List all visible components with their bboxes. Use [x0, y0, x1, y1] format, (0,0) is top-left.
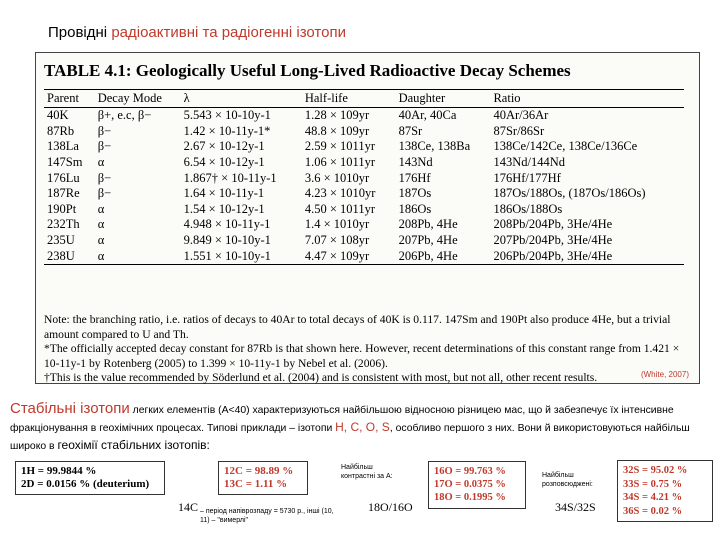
stable-isotopes-paragraph	[10, 400, 710, 455]
table-cell: 208Pb/204Pb, 3He/4He	[493, 217, 613, 232]
table-row	[44, 124, 684, 140]
contrast-label: Найбільш контрастні за А:	[341, 464, 393, 480]
table-cell: 187Re	[47, 186, 80, 201]
table-cell: β−	[97, 170, 112, 185]
table-note: Note: the branching ratio, i.e. ratios of decays to 40Ar to total decays of 40K is 0.117. 147Sm and 190Pt also produce 4He, but a trivial amount compared to U and Th.	[44, 313, 671, 341]
table-cell: 87Sr/86Sr	[493, 123, 545, 138]
table-cell: 190Pt	[47, 201, 77, 216]
table-cell: 9.849 × 10-10y-1	[183, 233, 271, 248]
table-cell: 48.8 × 109yr	[304, 123, 370, 138]
oxygen-ratio: 18O/16O	[368, 500, 413, 514]
table-cell: 1.28 × 109yr	[304, 108, 370, 123]
table-cell: β−	[97, 186, 112, 201]
column-header: λ	[181, 90, 302, 108]
table-cell: 143Nd	[398, 155, 433, 170]
table-cell: 208Pb, 4He	[398, 217, 458, 232]
table-notes	[44, 313, 689, 386]
table-cell: β−	[97, 139, 112, 154]
column-header: Decay Mode	[95, 90, 181, 108]
table-cell: 138La	[47, 139, 79, 154]
table-cell: 232Th	[47, 217, 80, 232]
table-row	[44, 108, 684, 124]
table-row	[44, 202, 684, 218]
oxygen-box	[428, 461, 526, 509]
table-row	[44, 139, 684, 155]
carbon-line-2: 13C = 1.11 %	[224, 478, 288, 490]
carbon-box	[218, 461, 308, 495]
c14-note: – період напіврозпаду = 5730 р., інші (10, 11) – "вимерлі"	[200, 508, 334, 524]
table-cell: 147Sm	[47, 155, 83, 170]
table-cell: 206Pb, 4He	[396, 248, 491, 264]
paragraph-text-2: , особливо першого з них. Вони й використовуються найбільш широко в	[10, 423, 690, 452]
table-cell: 1.867† × 10-11y-1	[183, 170, 277, 185]
oxygen-line-2: 17O = 0.0375 %	[434, 479, 506, 490]
table-cell: 40Ar, 40Ca	[398, 108, 457, 123]
table-note: †This is the value recommended by Söderlund et al. (2004) and is consistent with most, but not all, other recent results.	[44, 371, 598, 384]
table-cell: β−	[97, 123, 112, 138]
paragraph-tail: геохімії стабільних ізотопів:	[57, 438, 210, 452]
table-cell: 2.59 × 1011yr	[304, 139, 375, 154]
table-header-row	[44, 90, 684, 108]
table-cell: 1.42 × 10-11y-1*	[183, 123, 271, 138]
hydrogen-line-2: 2D = 0.0156 % (deuterium)	[21, 478, 150, 490]
sulfur-ratio: 34S/32S	[555, 500, 596, 514]
column-header: Parent	[44, 90, 95, 108]
table-cell: 187Os	[398, 186, 432, 201]
table-cell: 176Lu	[47, 170, 80, 185]
table-cell: 2.67 × 10-12y-1	[183, 139, 265, 154]
table-cell: α	[97, 201, 105, 216]
table-cell: 40K	[47, 108, 69, 123]
table-cell: 7.07 × 108yr	[304, 233, 370, 248]
page-title	[48, 24, 346, 41]
table-cell: α	[97, 233, 105, 248]
table-note: *The officially accepted decay constant for 87Rb is that shown here. However, recent determinations of this constant range from 1.421 × 10-11y-1 by Rotenberg (2005) to 1.399 × 10-11y-1 by Nebel et al. (2006).	[44, 342, 680, 370]
table-cell: α	[97, 217, 105, 232]
sulfur-line-4: 36S = 0.02 %	[623, 505, 683, 517]
column-header: Ratio	[490, 90, 684, 108]
table-cell: 207Pb, 4He	[398, 233, 458, 248]
elements-list: H, C, O, S	[335, 420, 390, 434]
table-cell: 176Hf	[398, 170, 431, 185]
column-header: Daughter	[396, 90, 491, 108]
table-cell: 87Rb	[47, 123, 75, 138]
sulfur-line-2: 33S = 0.75 %	[623, 478, 683, 490]
table-cell: 187Os/188Os, (187Os/186Os)	[493, 186, 646, 201]
lead-term: Стабільні ізотопи	[10, 400, 130, 417]
table-cell: 1.551 × 10-10y-1	[181, 248, 302, 264]
table-cell: 4.47 × 109yr	[302, 248, 396, 264]
hydrogen-box	[15, 461, 165, 495]
sulfur-line-3: 34S = 4.21 %	[623, 492, 683, 503]
column-header: Half-life	[302, 90, 396, 108]
carbon-line-1: 12C = 98.89 %	[224, 465, 294, 477]
table-row	[44, 248, 684, 264]
table-row	[44, 217, 684, 233]
table-cell: 40Ar/36Ar	[493, 108, 549, 123]
hydrogen-line-1: 1H = 99.9844 %	[21, 465, 97, 477]
table-cell: 207Pb/204Pb, 3He/4He	[493, 233, 613, 248]
table-cell: 4.50 × 1011yr	[304, 201, 375, 216]
table-row	[44, 170, 684, 186]
c14-label: 14C	[178, 500, 199, 514]
table-cell: 87Sr	[398, 123, 423, 138]
table-caption: TABLE 4.1: Geologically Useful Long-Lived Radioactive Decay Schemes	[44, 61, 571, 80]
table-cell: 235U	[47, 233, 75, 248]
table-cell: 138Ce, 138Ba	[398, 139, 471, 154]
table-cell: 176Hf/177Hf	[493, 170, 561, 185]
source-credit: (White, 2007)	[640, 370, 689, 379]
paragraph-text-1: легких елементів (А<40) характеризуються найбільшою відносною різницею мас, що й забезпечує їх інтенсивне фракціонування в геохімічних процесах. Типові приклади – ізотопи	[10, 405, 674, 434]
table-cell: 206Pb/204Pb, 3He/4He	[490, 248, 684, 264]
table-cell: 4.23 × 1010yr	[304, 186, 376, 201]
table-cell: 1.06 × 1011yr	[304, 155, 375, 170]
table-cell: 4.948 × 10-11y-1	[183, 217, 271, 232]
table-body	[44, 108, 684, 265]
table-cell: 3.6 × 1010yr	[304, 170, 370, 185]
sulfur-box	[617, 460, 713, 522]
oxygen-line-3: 18O = 0.1995 %	[434, 492, 506, 503]
decay-table	[44, 89, 684, 265]
table-cell: 1.64 × 10-11y-1	[183, 186, 265, 201]
table-cell: 238U	[44, 248, 95, 264]
table-cell: 138Ce/142Ce, 138Ce/136Ce	[493, 139, 638, 154]
decay-table-figure	[35, 52, 700, 384]
table-cell: 143Nd/144Nd	[493, 155, 565, 170]
title-prefix: Провідні	[48, 24, 112, 41]
table-row	[44, 155, 684, 171]
table-row	[44, 186, 684, 202]
table-cell: β+, e.c, β−	[97, 108, 152, 123]
sulfur-line-1: 32S = 95.02 %	[623, 465, 688, 476]
table-cell: 1.4 × 1010yr	[304, 217, 370, 232]
spread-label: Найбільш розповсюджені:	[542, 472, 593, 488]
table-cell: 186Os/188Os	[493, 201, 563, 216]
table-cell: 186Os	[398, 201, 432, 216]
oxygen-line-1: 16O = 99.763 %	[434, 466, 506, 477]
table-cell: α	[95, 248, 181, 264]
table-cell: 6.54 × 10-12y-1	[183, 155, 265, 170]
table-cell: 5.543 × 10-10y-1	[183, 108, 271, 123]
title-highlight: радіоактивні та радіогенні ізотопи	[111, 24, 346, 41]
table-row	[44, 233, 684, 249]
table-cell: 1.54 × 10-12y-1	[183, 201, 265, 216]
table-cell: α	[97, 155, 105, 170]
